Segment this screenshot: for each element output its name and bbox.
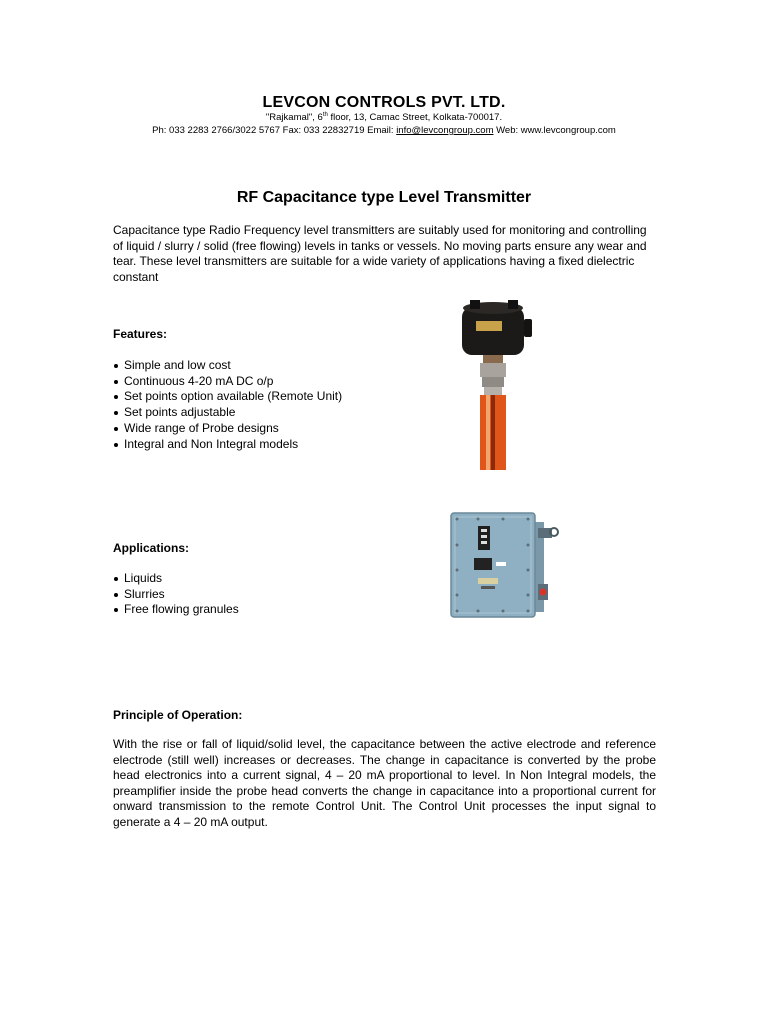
contact-phone-fax: Ph: 033 2283 2766/3022 5767 Fax: 033 22832719 Email: bbox=[152, 125, 397, 136]
list-item: Set points option available (Remote Unit) bbox=[113, 389, 342, 405]
unit-enclosure bbox=[451, 513, 535, 617]
list-item: Set points adjustable bbox=[113, 405, 342, 421]
company-name: LEVCON CONTROLS PVT. LTD. bbox=[262, 94, 506, 111]
features-heading: Features: bbox=[113, 327, 168, 341]
intro-paragraph: Capacitance type Radio Frequency level transmitters are suitably used for monitoring and controlling of liquid / slurry / solid (free flowing) levels in tanks or vessels. No moving parts ensure any wear and tear. These level transmitters are suitable for a wide variety of applications having a fixed dielectric constant bbox=[113, 223, 647, 284]
unit-display bbox=[474, 558, 492, 570]
address-start: "Rajkamal", 6 bbox=[265, 112, 323, 124]
list-item: Simple and low cost bbox=[113, 358, 342, 374]
applications-list bbox=[113, 571, 239, 618]
level-probe-image bbox=[450, 295, 540, 475]
company-contact bbox=[0, 125, 768, 136]
address-end: floor, 13, Camac Street, Kolkata-700017. bbox=[327, 112, 503, 124]
features-list bbox=[113, 358, 342, 452]
list-item: Free flowing granules bbox=[113, 602, 239, 618]
list-item: Integral and Non Integral models bbox=[113, 437, 342, 453]
contact-web: Web: www.levcongroup.com bbox=[493, 125, 616, 136]
document-title: RF Capacitance type Level Transmitter bbox=[236, 189, 532, 206]
list-item: Continuous 4-20 mA DC o/p bbox=[113, 374, 342, 390]
applications-heading: Applications: bbox=[113, 541, 190, 555]
list-item: Wide range of Probe designs bbox=[113, 421, 342, 437]
email-link[interactable]: info@levcongroup.com bbox=[396, 125, 494, 136]
address-superscript: th bbox=[322, 112, 328, 118]
control-unit-image bbox=[448, 510, 570, 620]
principle-paragraph: With the rise or fall of liquid/solid level, the capacitance between the active electrode and reference electrode (still well) increases or decreases. The change in capacitance is converted by the probe head electronics into a current signal, 4 – 20 mA proportional to level. In Non Integral models, the preamplifier inside the probe head converts the change in capacitance into a proportional current for onward transmission to the remote Control Unit. The Control Unit processes the input signal to generate a 4 – 20 mA output. bbox=[113, 737, 656, 829]
company-address bbox=[0, 112, 768, 123]
list-item: Slurries bbox=[113, 587, 239, 603]
list-item: Liquids bbox=[113, 571, 239, 587]
probe-logo-label bbox=[476, 321, 502, 331]
principle-heading: Principle of Operation: bbox=[113, 708, 243, 722]
